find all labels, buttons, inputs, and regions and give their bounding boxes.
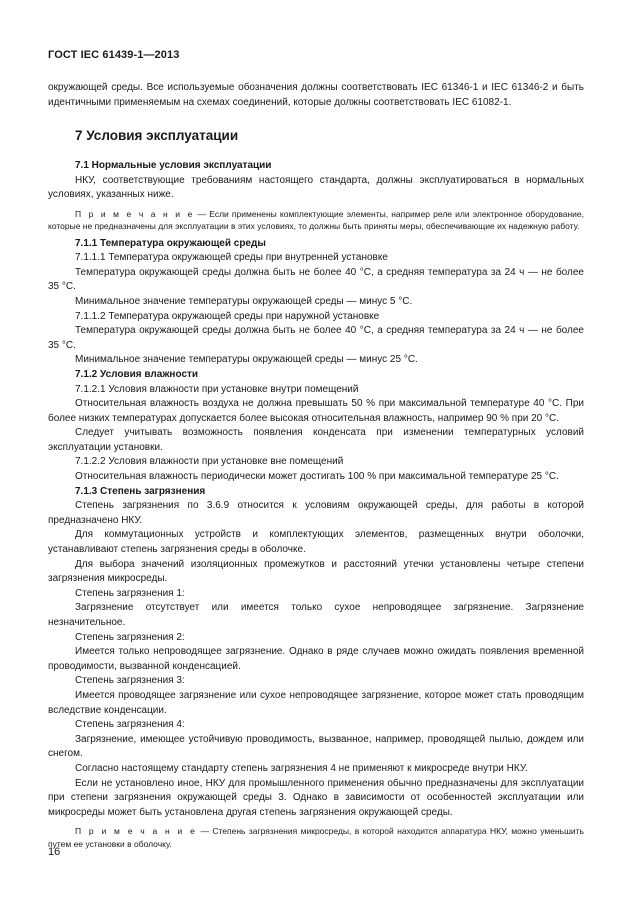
subsection-heading: 7.1 Нормальные условия эксплуатации (75, 160, 272, 172)
paragraph: окружающей среды. Все используемые обозначения должны соответствовать IEC 61346-1 и IEC 61346-2 и быть идентичными применяемым на схемах соединений, которые должны соответствовать IEC 61082-1. (48, 82, 584, 108)
paragraph: 7.1.1.2 Температура окружающей среды при наружной установке (75, 310, 380, 322)
paragraph: Загрязнение, имеющее устойчивую проводимость, вызванное, например, проводящей пылью, дождем или снегом. (48, 733, 584, 760)
note-label: П р и м е ч а н и е (75, 826, 198, 837)
paragraph: Температура окружающей среды должна быть не более 40 °C, а средняя температура за 24 ч — не более 35 °C. (48, 266, 584, 293)
paragraph: 7.1.2.2 Условия влажности при установке вне помещений (75, 456, 344, 468)
paragraph: Степень загрязнения по 3.6.9 относится к условиям окружающей среды, для работы в которой предназначено НКУ. (48, 500, 584, 526)
paragraph: Для выбора значений изоляционных промежутков и расстояний утечки установлены четыре степени загрязнения микросреды. (48, 558, 584, 585)
note-paragraph (48, 825, 584, 850)
section-heading: 7 Условия эксплуатации (75, 128, 239, 144)
paragraph: НКУ, соответствующие требованиям настоящего стандарта, должны эксплуатироваться в нормальных условиях, указанных ниже. (48, 174, 584, 201)
paragraph: Степень загрязнения 4: (75, 719, 185, 731)
paragraph: Относительная влажность воздуха не должна превышать 50 % при максимальной температуре 40 °C. При более низких температурах допускается более высокая относительная влажность, например 90 % при 20 °C. (48, 398, 584, 424)
paragraph: Для коммутационных устройств и комплектующих элементов, размещенных внутри оболочки, устанавливают степень загрязнения среды в оболочке. (48, 529, 584, 556)
paragraph: Если не установлено иное, НКУ для промышленного применения обычно предназначены для эксплуатации при степени загрязнения окружающей среды 3. Однако в зависимости от особенностей эксплуатации или микросреды может быть установлена другая степень загрязнения окружающей среды. (48, 777, 584, 818)
paragraph: Имеется проводящее загрязнение или сухое непроводящее загрязнение, которое может стать проводящим вследствие конденсации. (48, 689, 584, 716)
paragraph: Степень загрязнения 1: (75, 587, 185, 599)
paragraph: Относительная влажность периодически может достигать 100 % при максимальной температуре 25 °C. (75, 471, 559, 483)
clause-heading: 7.1.2 Условия влажности (75, 368, 199, 380)
paragraph: Следует учитывать возможность появления конденсата при изменении температурных условий эксплуатации установки. (48, 427, 584, 453)
paragraph: Минимальное значение температуры окружающей среды — минус 25 °C. (75, 354, 418, 366)
paragraph: Имеется только непроводящее загрязнение. Однако в ряде случаев можно ожидать появления временной проводимости, вызванной конденсацией. (48, 646, 584, 672)
paragraph: 7.1.2.1 Условия влажности при установке внутри помещений (75, 383, 359, 395)
clause-heading: 7.1.3 Степень загрязнения (75, 485, 206, 497)
note-text: — Если применены комплектующие элементы, например реле или электронное оборудование, которые не предназначены для эксплуатации в этих условиях, то должны быть приняты меры, обеспечивающие их надежную работу. (48, 208, 584, 232)
note-text: — Степень загрязнения микросреды, в которой находится аппаратура НКУ, можно уменьшить путем ее установки в оболочку. (48, 826, 584, 849)
paragraph: Степень загрязнения 3: (75, 675, 185, 687)
document-header: ГОСТ IEC 61439-1—2013 (48, 49, 180, 61)
note-label: П р и м е ч а н и е (75, 208, 195, 219)
paragraph: Температура окружающей среды должна быть не более 40 °C, а средняя температура за 24 ч — не более 35 °C. (48, 325, 584, 351)
paragraph: Степень загрязнения 2: (75, 631, 185, 643)
paragraph: Согласно настоящему стандарту степень загрязнения 4 не применяют к микросреде внутри НКУ. (75, 762, 528, 774)
paragraph: Загрязнение отсутствует или имеется только сухое непроводящее загрязнение. Загрязнение незначительное. (48, 602, 584, 628)
page-number: 16 (48, 846, 61, 858)
paragraph: Минимальное значение температуры окружающей среды — минус 5 °C. (75, 295, 413, 307)
paragraph: 7.1.1.1 Температура окружающей среды при внутренней установке (75, 252, 388, 264)
clause-heading: 7.1.1 Температура окружающей среды (75, 237, 266, 249)
note-paragraph (48, 208, 584, 233)
document-body (48, 81, 584, 854)
